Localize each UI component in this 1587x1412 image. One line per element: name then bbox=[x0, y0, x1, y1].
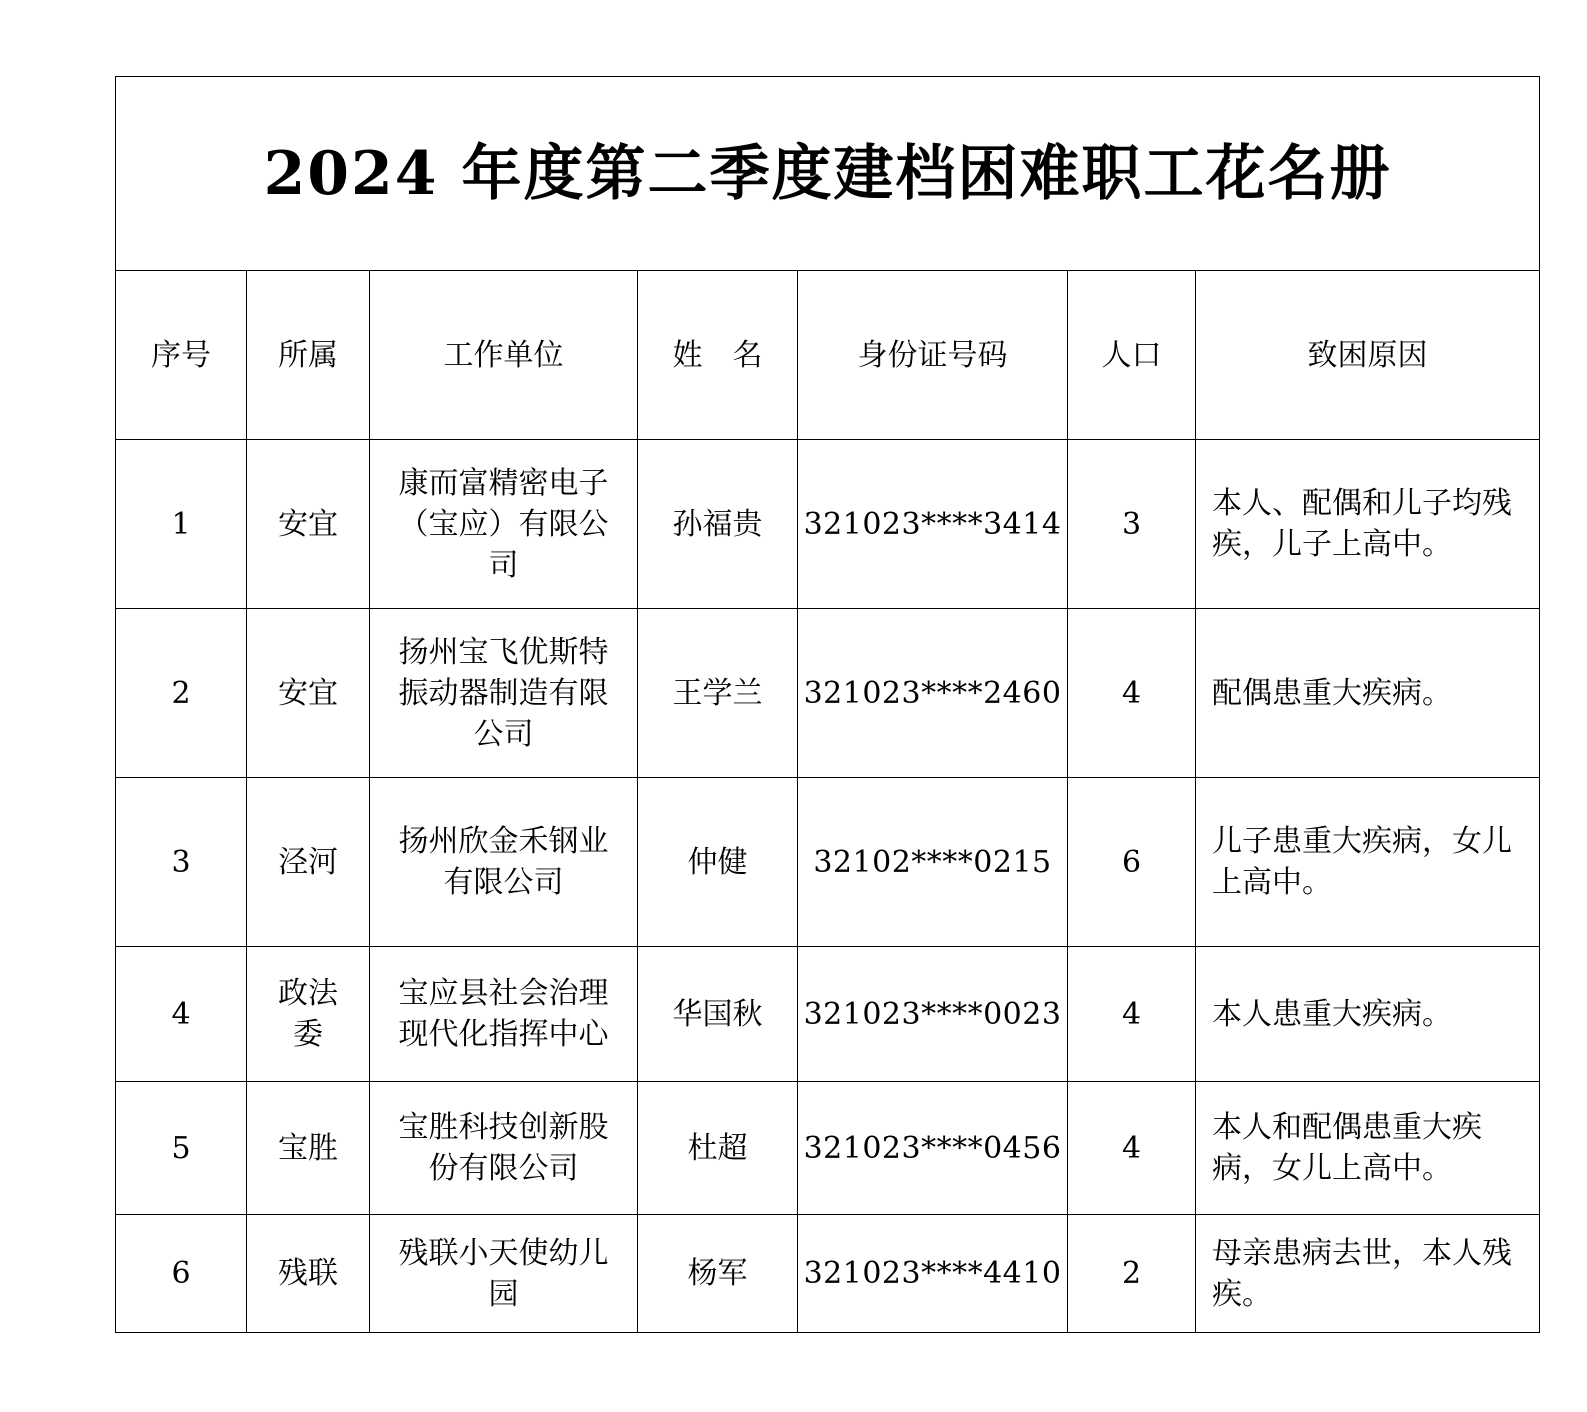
cell-name: 杜超 bbox=[638, 1082, 798, 1215]
cell-name: 华国秋 bbox=[638, 947, 798, 1082]
header-dept: 所属 bbox=[247, 271, 370, 440]
title-row bbox=[116, 77, 1540, 271]
cell-no: 5 bbox=[116, 1082, 247, 1215]
cell-id: 321023****2460 bbox=[798, 609, 1068, 778]
cell-reason: 本人患重大疾病。 bbox=[1196, 947, 1540, 1082]
table-row bbox=[116, 778, 1540, 947]
cell-people: 4 bbox=[1068, 947, 1196, 1082]
cell-dept: 政法委 bbox=[247, 947, 370, 1082]
cell-no: 4 bbox=[116, 947, 247, 1082]
document-title: 2024 年度第二季度建档困难职工花名册 bbox=[116, 77, 1540, 271]
cell-reason: 母亲患病去世，本人残疾。 bbox=[1196, 1215, 1540, 1333]
cell-name: 杨军 bbox=[638, 1215, 798, 1333]
cell-name: 王学兰 bbox=[638, 609, 798, 778]
cell-id: 321023****0023 bbox=[798, 947, 1068, 1082]
cell-dept: 泾河 bbox=[247, 778, 370, 947]
table-row bbox=[116, 947, 1540, 1082]
cell-people: 4 bbox=[1068, 609, 1196, 778]
cell-dept: 安宜 bbox=[247, 440, 370, 609]
cell-no: 1 bbox=[116, 440, 247, 609]
cell-dept: 宝胜 bbox=[247, 1082, 370, 1215]
header-id: 身份证号码 bbox=[798, 271, 1068, 440]
cell-name: 孙福贵 bbox=[638, 440, 798, 609]
cell-dept: 安宜 bbox=[247, 609, 370, 778]
header-reason: 致困原因 bbox=[1196, 271, 1540, 440]
cell-no: 6 bbox=[116, 1215, 247, 1333]
table-row bbox=[116, 1215, 1540, 1333]
header-name: 姓 名 bbox=[638, 271, 798, 440]
roster-table bbox=[115, 76, 1540, 1333]
cell-dept: 残联 bbox=[247, 1215, 370, 1333]
cell-reason: 配偶患重大疾病。 bbox=[1196, 609, 1540, 778]
table-row bbox=[116, 440, 1540, 609]
cell-people: 4 bbox=[1068, 1082, 1196, 1215]
cell-reason: 儿子患重大疾病，女儿上高中。 bbox=[1196, 778, 1540, 947]
cell-name: 仲健 bbox=[638, 778, 798, 947]
cell-unit: 扬州宝飞优斯特振动器制造有限公司 bbox=[370, 609, 638, 778]
header-people: 人口 bbox=[1068, 271, 1196, 440]
cell-unit: 残联小天使幼儿园 bbox=[370, 1215, 638, 1333]
cell-people: 3 bbox=[1068, 440, 1196, 609]
cell-unit: 宝胜科技创新股份有限公司 bbox=[370, 1082, 638, 1215]
cell-reason: 本人和配偶患重大疾病，女儿上高中。 bbox=[1196, 1082, 1540, 1215]
table-row bbox=[116, 1082, 1540, 1215]
cell-unit: 宝应县社会治理现代化指挥中心 bbox=[370, 947, 638, 1082]
cell-no: 3 bbox=[116, 778, 247, 947]
header-row bbox=[116, 271, 1540, 440]
header-unit: 工作单位 bbox=[370, 271, 638, 440]
cell-unit: 扬州欣金禾钢业有限公司 bbox=[370, 778, 638, 947]
cell-unit: 康而富精密电子（宝应）有限公司 bbox=[370, 440, 638, 609]
cell-id: 321023****3414 bbox=[798, 440, 1068, 609]
cell-people: 6 bbox=[1068, 778, 1196, 947]
cell-no: 2 bbox=[116, 609, 247, 778]
cell-id: 321023****0456 bbox=[798, 1082, 1068, 1215]
cell-id: 321023****4410 bbox=[798, 1215, 1068, 1333]
cell-id: 32102****0215 bbox=[798, 778, 1068, 947]
table-row bbox=[116, 609, 1540, 778]
cell-reason: 本人、配偶和儿子均残疾，儿子上高中。 bbox=[1196, 440, 1540, 609]
header-no: 序号 bbox=[116, 271, 247, 440]
cell-people: 2 bbox=[1068, 1215, 1196, 1333]
